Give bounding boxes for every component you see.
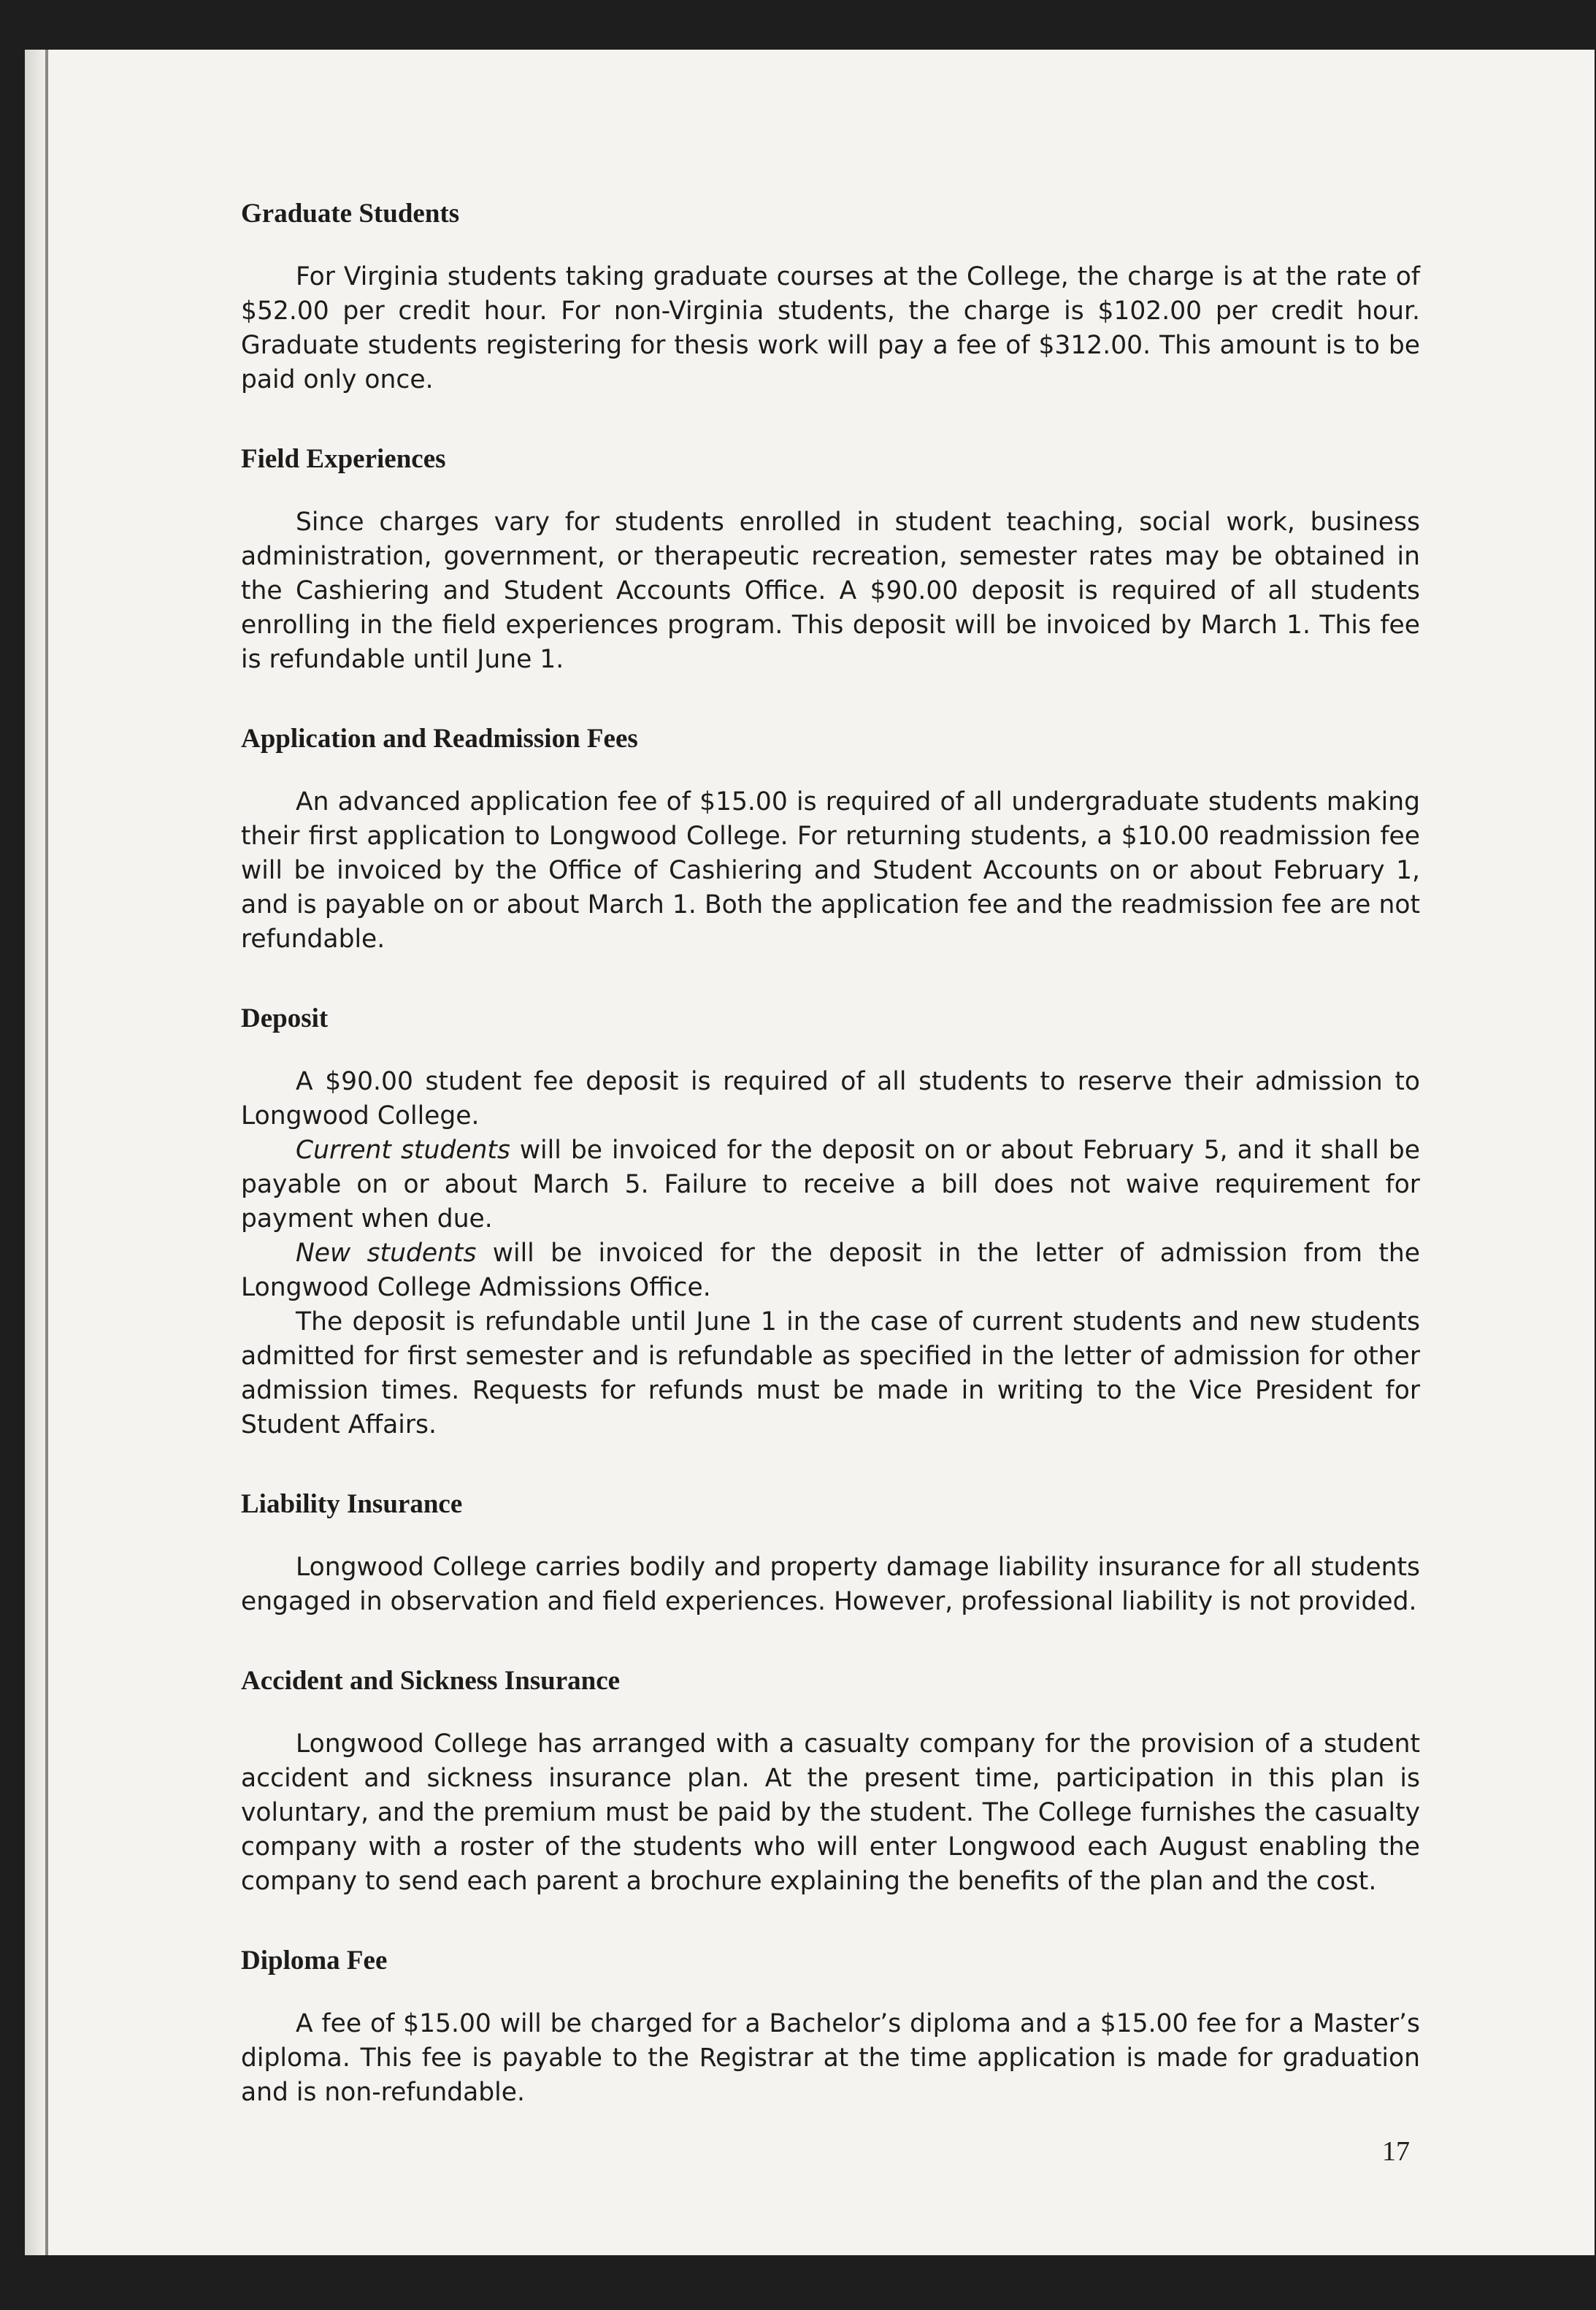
section-heading: Diploma Fee	[241, 1946, 388, 1976]
paragraph: Longwood College carries bodily and property damage liability insurance for all students engaged in observation and field experiences. However, professional liability is not provided.	[241, 1553, 1420, 1616]
section-application-fees	[241, 722, 1420, 957]
paragraph-text: will be invoiced for the deposit in the letter of admission from the Longwood College Admissions Office.	[241, 1239, 1421, 1302]
italic-term: New students	[296, 1239, 477, 1268]
section-heading: Field Experiences	[241, 444, 446, 474]
paragraph: A $90.00 student fee deposit is required of all students to reserve their admission to Longwood College.	[241, 1067, 1420, 1131]
paragraph: A fee of $15.00 will be charged for a Bachelor’s diploma and a $15.00 fee for a Master’s diploma. This fee is payable to the Registrar at the time application is made for graduation and is non-refundable.	[241, 2009, 1420, 2107]
page-content	[241, 197, 1420, 2155]
section-heading: Graduate Students	[241, 199, 460, 229]
paragraph-new-students	[241, 1236, 1420, 1305]
section-heading: Accident and Sickness Insurance	[241, 1666, 621, 1696]
section-accident-insurance	[241, 1664, 1420, 1899]
section-field-experiences	[241, 443, 1420, 677]
paragraph-text: will be invoiced for the deposit on or about February 5, and it shall be payable on or about March 5. Failure to receive a bill does not waive requirement for payment when due.	[241, 1136, 1420, 1234]
italic-term: Current students	[296, 1136, 510, 1165]
section-heading: Application and Readmission Fees	[241, 724, 638, 754]
paragraph: An advanced application fee of $15.00 is required of all undergraduate students making their first application to Longwood College. For returning students, a $10.00 readmission fee will be invoiced by the Office of Cashiering and Student Accounts on or about February 1, and is payable on or about March 1. Both the application fee and the readmission fee are not refundable.	[241, 787, 1420, 954]
section-liability-insurance	[241, 1488, 1420, 1619]
section-graduate-students	[241, 197, 1420, 397]
paragraph: Since charges vary for students enrolled in student teaching, social work, business administration, government, or therapeutic recreation, semester rates may be obtained in the Cashiering and Student Accounts Office. A $90.00 deposit is required of all students enrolling in the field experiences program. This deposit will be invoiced by March 1. This fee is refundable until June 1.	[241, 508, 1420, 674]
section-heading: Deposit	[241, 1003, 329, 1033]
paragraph-refund: The deposit is refundable until June 1 in the case of current students and new students admitted for first semester and is refundable as specified in the letter of admission for other admission times. Requests for refunds must be made in writing to the Vice President for Student Affairs.	[241, 1307, 1420, 1439]
paragraph: For Virginia students taking graduate courses at the College, the charge is at the rate of $52.00 per credit hour. For non-Virginia students, the charge is $102.00 per credit hour. Graduate students registering for thesis work will pay a fee of $312.00. This amount is to be paid only once.	[241, 262, 1420, 394]
section-diploma-fee	[241, 1944, 1420, 2110]
section-heading: Liability Insurance	[241, 1489, 463, 1519]
paragraph-current-students	[241, 1133, 1420, 1236]
section-deposit	[241, 1002, 1420, 1442]
page-fold-line	[45, 50, 48, 2255]
page-number: 17	[1382, 2136, 1410, 2167]
paragraph: Longwood College has arranged with a casualty company for the provision of a student accident and sickness insurance plan. At the present time, participation in this plan is voluntary, and the premium must be paid by the student. The College furnishes the casualty company with a roster of the students who will enter Longwood each August enabling the company to send each parent a brochure explaining the benefits of the plan and the cost.	[241, 1729, 1420, 1896]
